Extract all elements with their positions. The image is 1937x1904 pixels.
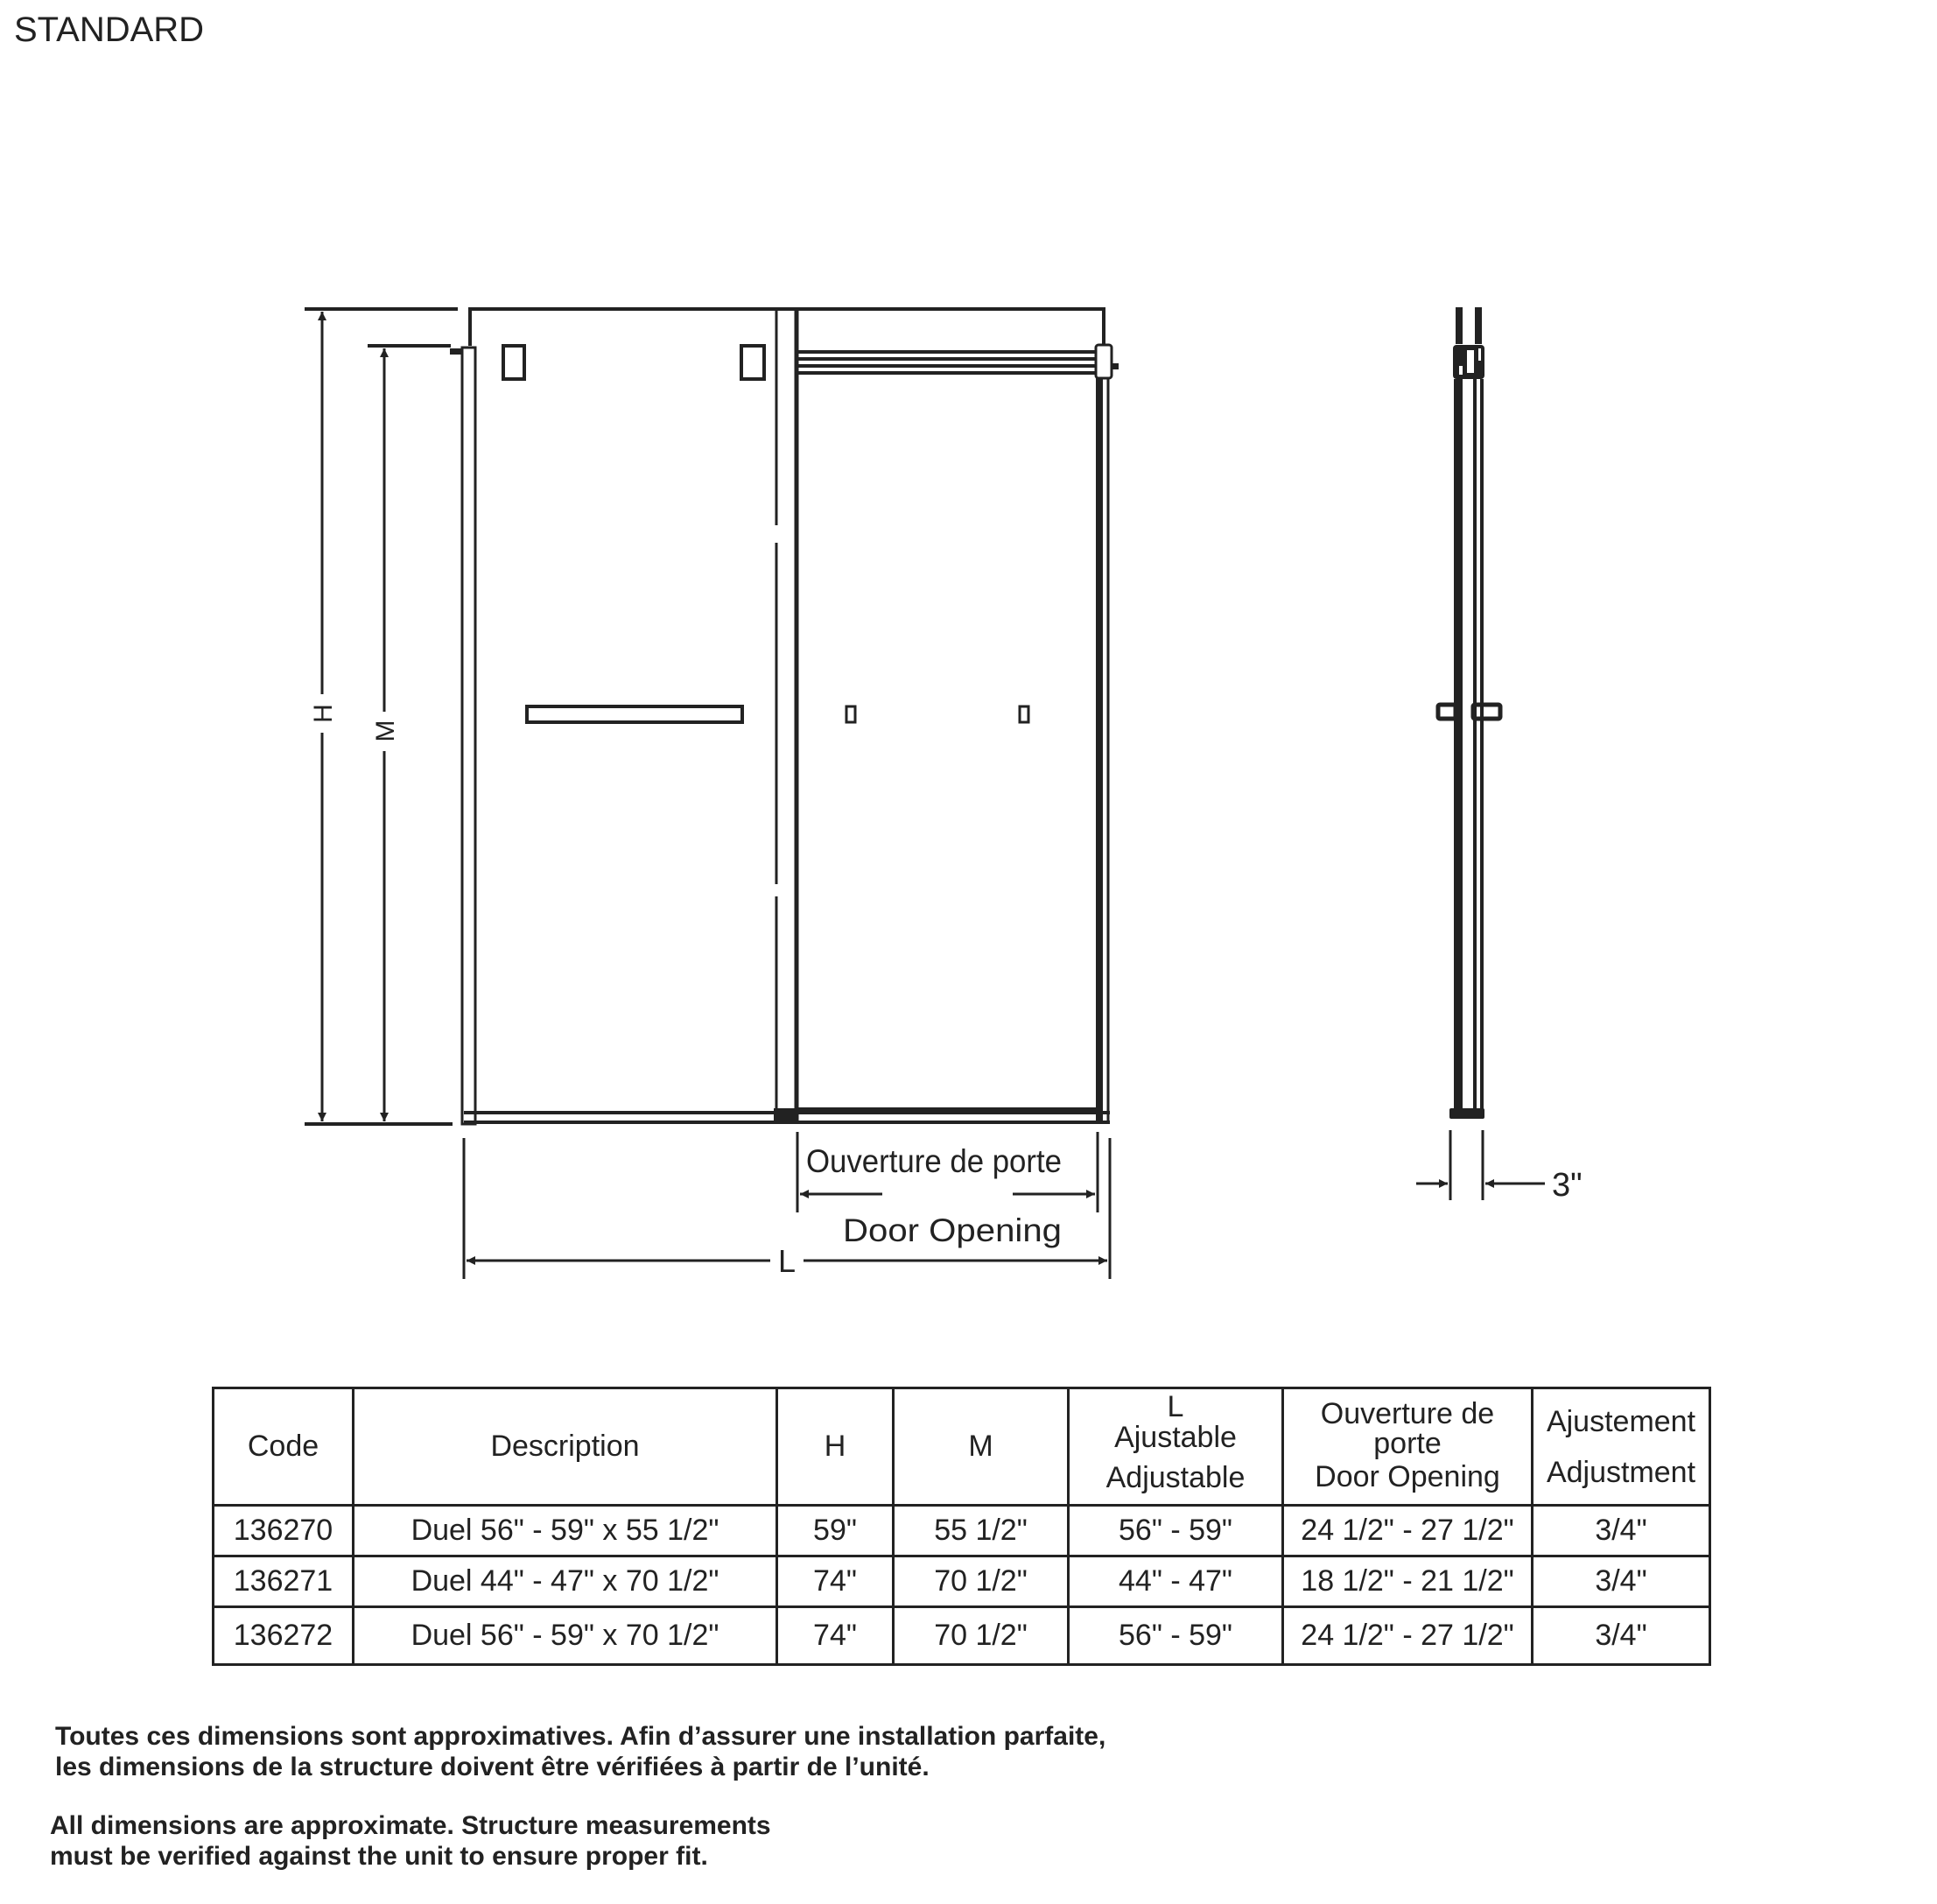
- header-opening: [1283, 1388, 1533, 1506]
- header-l-line1: L: [1167, 1389, 1184, 1423]
- header-l-line2: Ajustable: [1114, 1420, 1237, 1454]
- top-frame: [470, 309, 1104, 346]
- cell-h: 74": [777, 1556, 894, 1607]
- cell-m: 70 1/2": [894, 1556, 1069, 1607]
- table-row: [214, 1556, 1710, 1607]
- header-description: Description: [354, 1388, 777, 1506]
- disclaimer-french-line1: Toutes ces dimensions sont approximatives. Afin d’assurer une installation parfaite,: [55, 1722, 1106, 1751]
- door-opening-label-en: Door Opening: [843, 1212, 1062, 1248]
- side-handle-right: [1473, 705, 1500, 719]
- cell-l: 56" - 59": [1069, 1607, 1283, 1665]
- header-opening-line2: porte: [1373, 1426, 1442, 1460]
- disclaimer-french: [55, 1721, 1105, 1782]
- panel-height-label: M: [371, 720, 400, 742]
- header-opening-line3: Door Opening: [1315, 1459, 1500, 1493]
- cell-m: 55 1/2": [894, 1506, 1069, 1556]
- door-opening-label-fr: Ouverture de porte: [806, 1143, 1062, 1179]
- cell-opening: 24 1/2" - 27 1/2": [1283, 1607, 1533, 1665]
- page-title: STANDARD: [14, 11, 205, 49]
- top-bracket-right: [741, 346, 764, 379]
- front-view: [305, 309, 1119, 1279]
- cell-opening: 24 1/2" - 27 1/2": [1283, 1506, 1533, 1556]
- cell-description: Duel 56" - 59" x 55 1/2": [354, 1506, 777, 1556]
- header-l: [1069, 1388, 1283, 1506]
- right-roller-bracket: [1096, 345, 1112, 378]
- height-label: H: [309, 704, 338, 723]
- cell-adjustment: 3/4": [1533, 1506, 1710, 1556]
- cell-description: Duel 44" - 47" x 70 1/2": [354, 1556, 777, 1607]
- cell-adjustment: 3/4": [1533, 1607, 1710, 1665]
- cell-l: 44" - 47": [1069, 1556, 1283, 1607]
- top-bracket-left: [503, 346, 524, 379]
- disclaimer-english-line1: All dimensions are approximate. Structure measurements: [50, 1811, 771, 1840]
- cell-h: 74": [777, 1607, 894, 1665]
- table-row: [214, 1607, 1710, 1665]
- left-wall-jamb: [462, 348, 475, 1124]
- table-header-row: [214, 1388, 1710, 1506]
- side-handle-left: [1438, 705, 1456, 719]
- disclaimer-english: [50, 1810, 771, 1872]
- cell-opening: 18 1/2" - 21 1/2": [1283, 1556, 1533, 1607]
- header-adjust-line1: Ajustement: [1546, 1404, 1696, 1438]
- cell-code: 136270: [214, 1506, 354, 1556]
- cell-adjustment: 3/4": [1533, 1556, 1710, 1607]
- towel-bar: [527, 706, 742, 722]
- disclaimer-english-line2: must be verified against the unit to ensure proper fit.: [50, 1842, 708, 1871]
- door-handle-right: [1020, 706, 1028, 722]
- cell-m: 70 1/2": [894, 1607, 1069, 1665]
- cell-code: 136272: [214, 1607, 354, 1665]
- table-row: [214, 1506, 1710, 1556]
- width-label: L: [777, 1243, 797, 1279]
- door-handle-left: [846, 706, 855, 722]
- header-h: H: [777, 1388, 894, 1506]
- cell-h: 59": [777, 1506, 894, 1556]
- sliding-rail: [798, 352, 1096, 373]
- spec-table: [212, 1387, 1711, 1666]
- header-adjust-line2: Adjustment: [1546, 1455, 1696, 1489]
- header-opening-line1: Ouverture de: [1320, 1396, 1495, 1430]
- disclaimer-french-line2: les dimensions de la structure doivent être vérifiées à partir de l’unité.: [55, 1753, 930, 1781]
- header-adjustment: [1533, 1388, 1710, 1506]
- header-l-line3: Adjustable: [1105, 1460, 1246, 1494]
- cell-description: Duel 56" - 59" x 70 1/2": [354, 1607, 777, 1665]
- header-code: Code: [214, 1388, 354, 1506]
- header-m: M: [894, 1388, 1069, 1506]
- side-view: [1416, 307, 1545, 1200]
- cell-l: 56" - 59": [1069, 1506, 1283, 1556]
- cell-code: 136271: [214, 1556, 354, 1607]
- depth-label: 3": [1552, 1167, 1583, 1204]
